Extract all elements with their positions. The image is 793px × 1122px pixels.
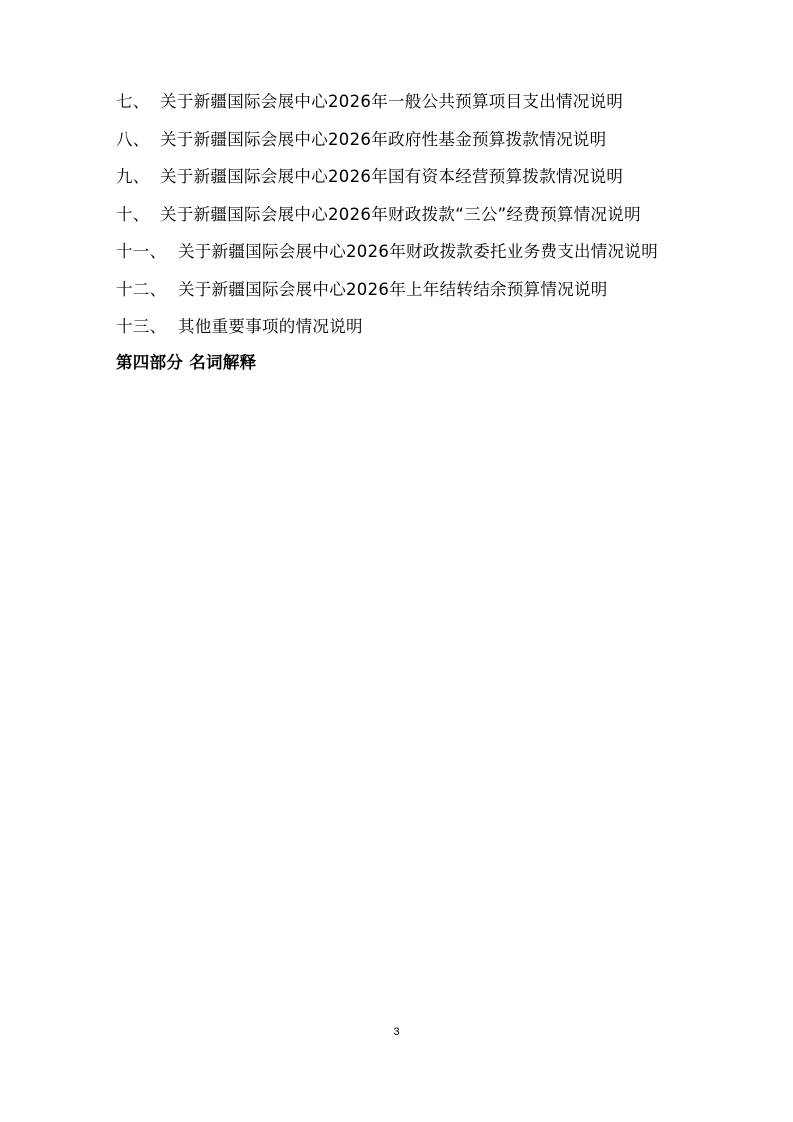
toc-item-text: 关于新疆国际会展中心2026年政府性基金预算拨款情况说明: [160, 129, 607, 149]
section-heading: 第四部分 名词解释: [116, 353, 257, 372]
toc-item-8: [116, 121, 756, 159]
toc-item-11: [116, 233, 756, 271]
toc-item-number: 九、: [116, 167, 150, 186]
toc-item-number: 十三、: [116, 317, 167, 336]
toc-item-text: 关于新疆国际会展中心2026年上年结转结余预算情况说明: [178, 279, 608, 299]
table-of-contents: [116, 83, 756, 346]
toc-item-text: 关于新疆国际会展中心2026年一般公共预算项目支出情况说明: [160, 92, 624, 111]
toc-item-number: 十、: [116, 204, 150, 224]
toc-item-text: 关于新疆国际会展中心2026年财政拨款“三公”经费预算情况说明: [160, 204, 641, 224]
toc-item-text: 关于新疆国际会展中心2026年财政拨款委托业务费支出情况说明: [178, 242, 658, 261]
toc-item-text: 其他重要事项的情况说明: [178, 317, 363, 336]
toc-item-number: 七、: [116, 92, 150, 111]
toc-item-9: [116, 158, 756, 196]
toc-item-12: [116, 271, 756, 309]
page-number: 3: [393, 1026, 400, 1038]
toc-item-number: 十一、: [116, 242, 167, 261]
toc-item-number: 十二、: [116, 279, 167, 299]
toc-item-text: 关于新疆国际会展中心2026年国有资本经营预算拨款情况说明: [160, 167, 624, 186]
toc-item-7: [116, 83, 756, 121]
toc-item-13: [116, 308, 756, 346]
toc-item-10: [116, 196, 756, 234]
toc-item-number: 八、: [116, 129, 150, 149]
